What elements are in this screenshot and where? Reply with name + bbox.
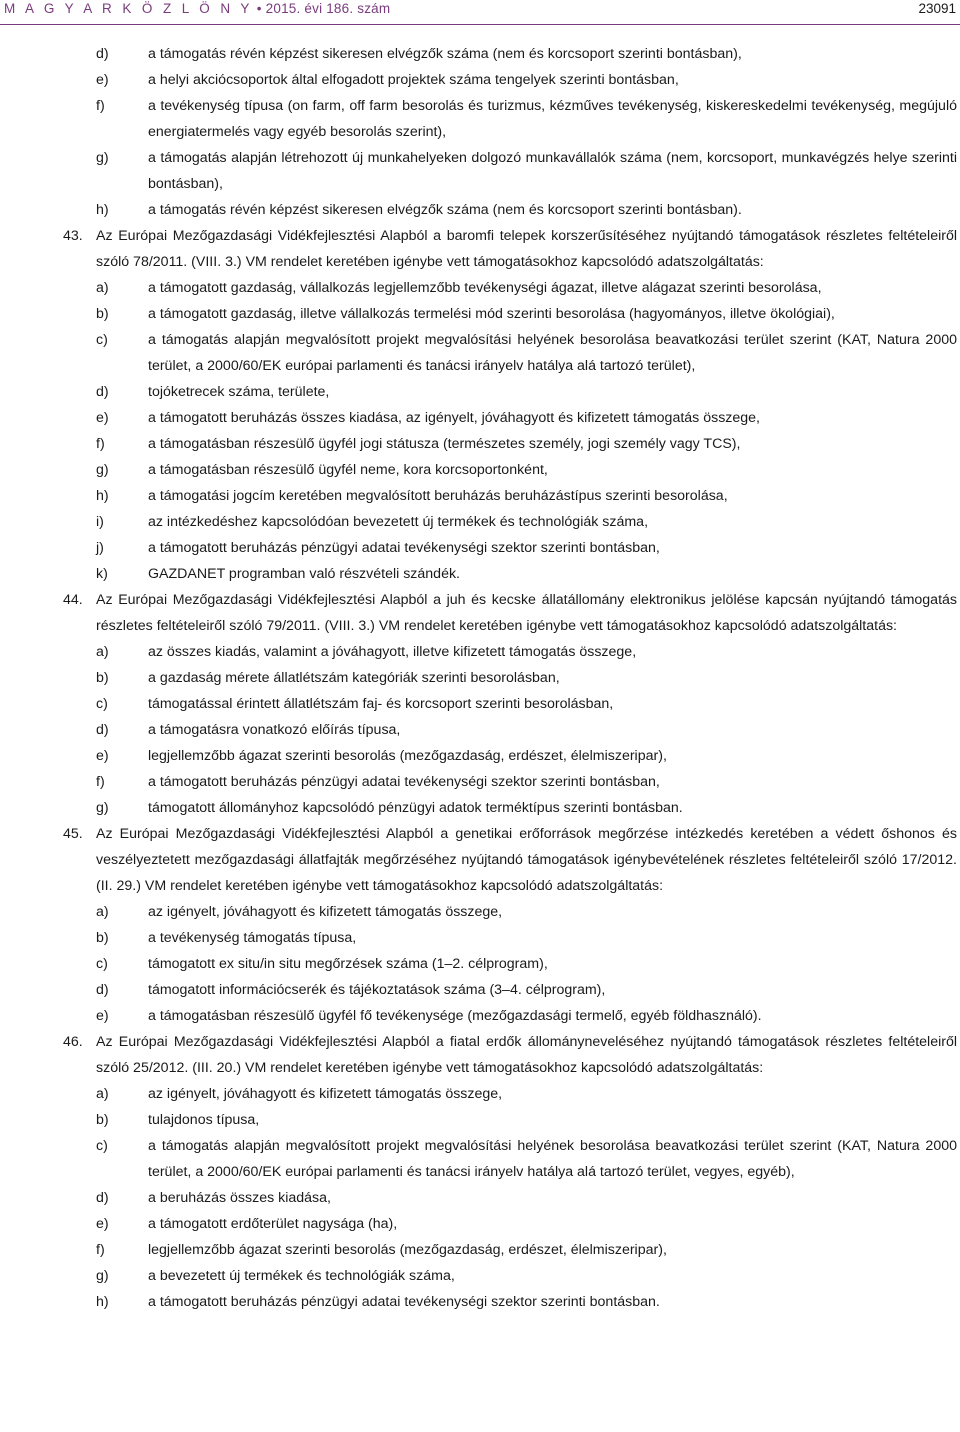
list-item-label: j) [96,540,104,556]
list-item-label: e) [96,72,109,88]
section-number: 44. [63,592,83,608]
list-item-label: c) [96,956,108,972]
list-item-label: c) [96,332,108,348]
list-item-text: legjellemzőbb ágazat szerinti besorolás (mezőgazdaság, erdészet, élelmiszeripar), [148,748,667,764]
list-item-text: az igényelt, jóváhagyott és kifizetett támogatás összege, [148,904,503,920]
list-item-text: a beruházás összes kiadása, [148,1190,331,1206]
list-item [0,93,960,145]
list-item-label: b) [96,930,109,946]
section-number: 45. [63,826,83,842]
list-item [0,483,960,509]
section-text: Az Európai Mezőgazdasági Vidékfejlesztési Alapból a juh és kecske állatállomány elektronikus jelölése kapcsán nyújtandó támogatás részletes feltételeiről szóló 79/2011. (VIII. 3.) VM rendelet keretében igénybe vett támogatásokhoz kapcsolódó adatszolgáltatás: [96,592,957,634]
list-item-text: a támogatás alapján megvalósított projekt megvalósítási helyének besorolása beavatkozási terület szerint (KAT, Natura 2000 terület, a 2000/60/EK európai parlamenti és tanácsi irányelv hatálya alá tartozó terület), [148,332,957,374]
list-item [0,977,960,1003]
list-item [0,1263,960,1289]
list-item-text: a támogatott gazdaság, illetve vállalkozás termelési mód szerinti besorolása (hagyományos, illetve ökológiai), [148,306,835,322]
list-item-text: a támogatott erdőterület nagysága (ha), [148,1216,398,1232]
list-item [0,67,960,93]
list-item-label: a) [96,904,109,920]
list-item-text: a támogatás alapján létrehozott új munkahelyeken dolgozó munkavállalók száma (nem, korcsoport, munkavégzés helye szerinti bontásban), [148,150,957,192]
section-paragraph [0,587,960,639]
list-item-label: b) [96,1112,109,1128]
list-item-text: a támogatásban részesülő ügyfél jogi státusza (természetes személy, jogi személy vagy TCS), [148,436,741,452]
list-item [0,925,960,951]
list-item-text: az igényelt, jóváhagyott és kifizetett támogatás összege, [148,1086,503,1102]
list-item-text: a támogatás alapján megvalósított projekt megvalósítási helyének besorolása beavatkozási terület szerint (KAT, Natura 2000 terület, a 2000/60/EK európai parlamenti és tanácsi irányelv hatálya alá tartozó terület, vegyes, egyéb), [148,1138,957,1180]
list-item-text: a tevékenység típusa (on farm, off farm besorolás és turizmus, kézműves tevékenység, kiskereskedelmi tevékenység, megújuló energiatermelés vagy egyéb besorolás szerint), [148,98,957,140]
list-item-text: a támogatott beruházás pénzügyi adatai tevékenységi szektor szerinti bontásban. [148,1294,660,1310]
list-item-label: d) [96,46,109,62]
list-item-text: a támogatási jogcím keretében megvalósított beruházás beruházástípus szerinti besorolása, [148,488,728,504]
list-item-label: b) [96,306,109,322]
list-item-text: a bevezetett új termékek és technológiák száma, [148,1268,455,1284]
list-item [0,1289,960,1315]
list-item [0,327,960,379]
list-item-text: támogatással érintett állatlétszám faj- és korcsoport szerinti besorolásban, [148,696,614,712]
list-item-text: a támogatott beruházás pénzügyi adatai tevékenységi szektor szerinti bontásban, [148,540,660,556]
list-item-text: a támogatott gazdaság, vállalkozás legjellemzőbb tevékenységi ágazat, illetve alágazat szerinti besorolása, [148,280,822,296]
list-item [0,1081,960,1107]
list-item-text: a helyi akciócsoportok által elfogadott projektek száma tengelyek szerinti bontásban, [148,72,679,88]
list-item-text: a támogatásban részesülő ügyfél fő tevékenysége (mezőgazdasági termelő, egyéb földhasználó). [148,1008,762,1024]
section-paragraph [0,821,960,899]
list-item [0,951,960,977]
list-item-label: e) [96,748,109,764]
list-item [0,405,960,431]
list-item [0,145,960,197]
list-item-label: a) [96,280,109,296]
list-item-label: c) [96,1138,108,1154]
list-item-text: a támogatott beruházás pénzügyi adatai tevékenységi szektor szerinti bontásban, [148,774,660,790]
list-item [0,639,960,665]
list-item-label: e) [96,1216,109,1232]
list-item [0,561,960,587]
document-body [0,41,960,1315]
list-item-text: legjellemzőbb ágazat szerinti besorolás (mezőgazdaság, erdészet, élelmiszeripar), [148,1242,667,1258]
list-item [0,899,960,925]
list-item-text: a támogatásra vonatkozó előírás típusa, [148,722,401,738]
list-item-text: támogatott állományhoz kapcsolódó pénzügyi adatok terméktípus szerinti bontásban. [148,800,683,816]
list-item-text: GAZDANET programban való részvételi szándék. [148,566,460,582]
list-item-label: e) [96,410,109,426]
list-item-label: d) [96,722,109,738]
list-item [0,665,960,691]
header-bullet: • [256,1,262,16]
list-item-text: a gazdaság mérete állatlétszám kategóriák szerinti besorolásban, [148,670,560,686]
list-item-label: h) [96,488,109,504]
list-item-label: c) [96,696,108,712]
section-paragraph [0,223,960,275]
list-item-label: h) [96,1294,109,1310]
list-item [0,743,960,769]
list-item-text: a támogatott beruházás összes kiadása, az igényelt, jóváhagyott és kifizetett támogatás összege, [148,410,760,426]
list-item-text: a támogatásban részesülő ügyfél neme, kora korcsoportonként, [148,462,548,478]
page-number: 23091 [918,1,956,16]
list-item-label: g) [96,150,109,166]
list-item [0,41,960,67]
list-item [0,795,960,821]
list-item-text: a támogatás révén képzést sikeresen elvégzők száma (nem és korcsoport szerinti bontásban), [148,46,742,62]
list-item-label: h) [96,202,109,218]
list-item-label: d) [96,982,109,998]
list-item-text: tulajdonos típusa, [148,1112,260,1128]
list-item [0,457,960,483]
section-text: Az Európai Mezőgazdasági Vidékfejlesztési Alapból a genetikai erőforrások megőrzése intézkedés keretében a védett őshonos és veszélyeztetett mezőgazdasági állatfajták megőrzéséhez nyújtandó támogatások igénybevételének részletes feltételeiről szóló 17/2012. (II. 29.) VM rendelet keretében igénybe vett támogatásokhoz kapcsolódó adatszolgáltatás: [96,826,957,894]
list-item-label: e) [96,1008,109,1024]
list-item-label: g) [96,462,109,478]
list-item [0,1003,960,1029]
list-item-label: k) [96,566,108,582]
list-item [0,275,960,301]
list-item-label: f) [96,98,105,114]
list-item-text: a tevékenység támogatás típusa, [148,930,357,946]
list-item-label: a) [96,1086,109,1102]
journal-title: M A G Y A R K Ö Z L Ö N Y [4,1,253,16]
list-item-label: g) [96,800,109,816]
list-item-text: a támogatás révén képzést sikeresen elvégzők száma (nem és korcsoport szerinti bontásban). [148,202,742,218]
section-number: 46. [63,1034,83,1050]
list-item-label: a) [96,644,109,660]
page-header [0,0,960,30]
section-number: 43. [63,228,83,244]
list-item [0,1237,960,1263]
list-item-label: b) [96,670,109,686]
list-item [0,1211,960,1237]
issue-label: 2015. évi 186. szám [265,1,391,16]
list-item [0,1133,960,1185]
section-text: Az Európai Mezőgazdasági Vidékfejlesztési Alapból a fiatal erdők állományneveléséhez nyújtandó támogatások részletes feltételeiről szóló 25/2012. (III. 20.) VM rendelet keretében igénybe vett támogatásokhoz kapcsolódó adatszolgáltatás: [96,1034,957,1076]
list-item-label: i) [96,514,104,530]
list-item-text: támogatott információcserék és tájékoztatások száma (3–4. célprogram), [148,982,606,998]
list-item [0,691,960,717]
list-item [0,1107,960,1133]
list-item-label: f) [96,1242,105,1258]
list-item [0,379,960,405]
list-item [0,1185,960,1211]
list-item-label: d) [96,1190,109,1206]
list-item-label: f) [96,436,105,452]
list-item-text: az intézkedéshez kapcsolódóan bevezetett új termékek és technológiák száma, [148,514,649,530]
list-item-text: tojóketrecek száma, területe, [148,384,330,400]
list-item [0,769,960,795]
list-item [0,431,960,457]
list-item [0,509,960,535]
list-item [0,535,960,561]
list-item [0,717,960,743]
list-item-label: g) [96,1268,109,1284]
list-item-text: az összes kiadás, valamint a jóváhagyott, illetve kifizetett támogatás összege, [148,644,637,660]
section-text: Az Európai Mezőgazdasági Vidékfejlesztési Alapból a baromfi telepek korszerűsítéséhez nyújtandó támogatások részletes feltételeiről szóló 78/2011. (VIII. 3.) VM rendelet keretében igénybe vett támogatásokhoz kapcsolódó adatszolgáltatás: [96,228,957,270]
section-paragraph [0,1029,960,1081]
list-item-label: d) [96,384,109,400]
list-item-label: f) [96,774,105,790]
list-item [0,197,960,223]
list-item-text: támogatott ex situ/in situ megőrzések száma (1–2. célprogram), [148,956,548,972]
header-rule [0,24,960,25]
running-head [4,1,390,16]
list-item [0,301,960,327]
